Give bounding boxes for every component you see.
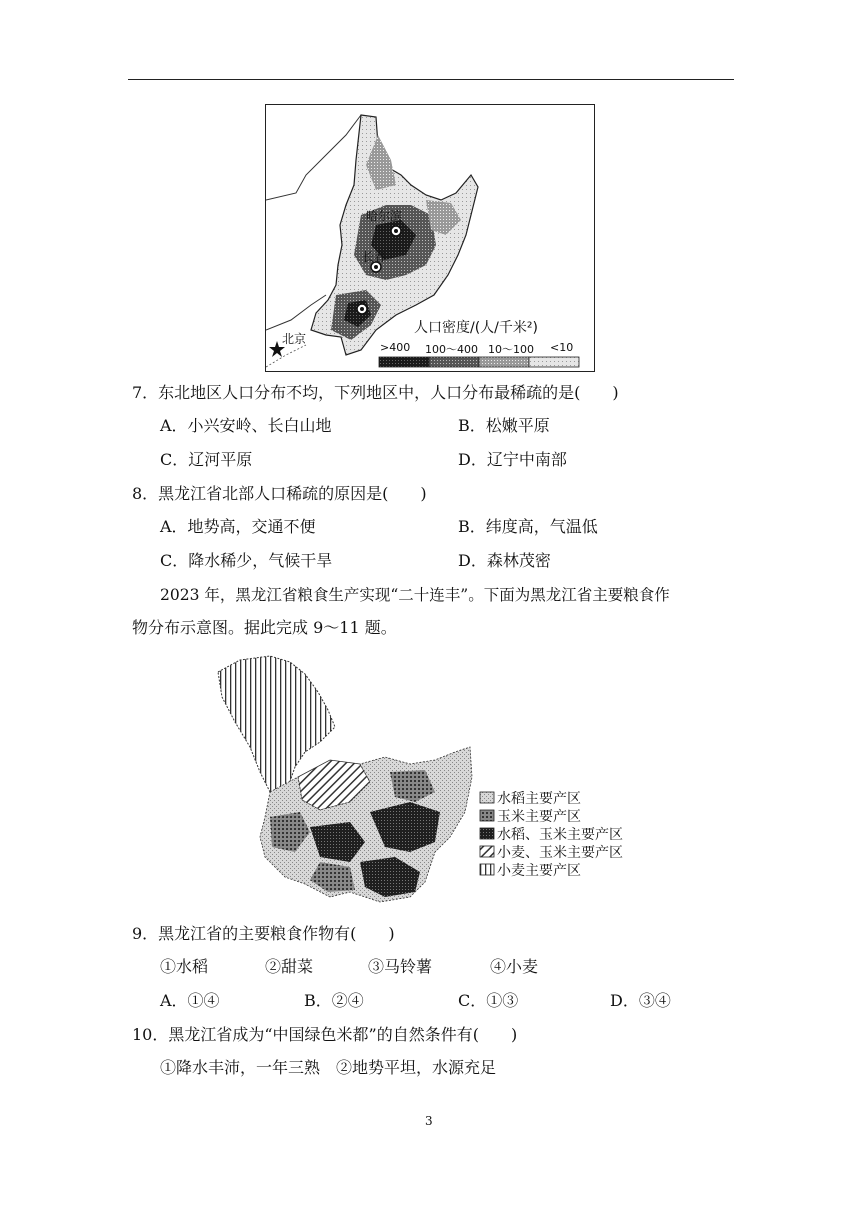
crop-legend-wheat-corn: 小麦、玉米主要产区 <box>497 845 623 861</box>
page-number: 3 <box>425 1114 433 1128</box>
q8-option-c[interactable]: C．降水稀少，气候干旱 <box>160 551 333 570</box>
crop-distribution-map <box>210 652 660 908</box>
city-label-beijing: 北京 <box>282 332 307 346</box>
q7-option-d[interactable]: D．辽宁中南部 <box>458 450 567 469</box>
q8-option-d[interactable]: D．森林茂密 <box>458 551 551 570</box>
q9-option-c[interactable]: C．①③ <box>458 991 519 1010</box>
q7-option-a[interactable]: A．小兴安岭、长白山地 <box>160 416 332 435</box>
q10-stem: 10．黑龙江省成为“中国绿色米都”的自然条件有( ) <box>132 1025 518 1044</box>
crop-legend-rice-corn: 水稻、玉米主要产区 <box>497 827 623 843</box>
legend-title: 人口密度/(人/千米²) <box>414 320 538 336</box>
q9-item-4: ④小麦 <box>490 957 539 976</box>
q8-stem: 8．黑龙江省北部人口稀疏的原因是( ) <box>132 484 427 503</box>
q7-option-b[interactable]: B．松嫩平原 <box>458 416 550 435</box>
q7-option-c[interactable]: C．辽河平原 <box>160 450 253 469</box>
legend-label-3: 10～100 <box>488 343 534 356</box>
q9-item-2: ②甜菜 <box>265 957 314 976</box>
q7-stem: 7．东北地区人口分布不均，下列地区中，人口分布最稀疏的是( ) <box>132 383 619 402</box>
legend-label-2: 100～400 <box>425 343 478 356</box>
q9-option-d[interactable]: D．③④ <box>610 991 671 1010</box>
heilongjiang-map-graphic <box>210 652 660 908</box>
q9-stem: 9．黑龙江省的主要粮食作物有( ) <box>132 924 395 943</box>
city-label-changchun: 长春 <box>362 250 387 264</box>
crop-legend-corn: 玉米主要产区 <box>497 809 581 825</box>
header-rule <box>128 79 734 80</box>
q9-option-b[interactable]: B．②④ <box>304 991 364 1010</box>
intro-line-1: 2023 年，黑龙江省粮食生产实现“二十连丰”。下面为黑龙江省主要粮食作 <box>160 586 670 604</box>
q9-item-1: ①水稻 <box>160 957 209 976</box>
intro-line-2: 物分布示意图。据此完成 9～11 题。 <box>132 618 397 637</box>
legend-label-4: <10 <box>550 341 574 354</box>
q9-item-3: ③马铃薯 <box>368 957 433 976</box>
q10-line-1: ①降水丰沛，一年三熟 ②地势平坦，水源充足 <box>160 1058 497 1077</box>
population-density-map <box>265 104 595 372</box>
crop-legend-wheat: 小麦主要产区 <box>497 863 581 879</box>
q8-option-b[interactable]: B．纬度高，气温低 <box>458 517 598 536</box>
city-label-harbin: 哈尔滨 <box>366 209 403 223</box>
q8-option-a[interactable]: A．地势高，交通不便 <box>160 517 316 536</box>
crop-legend-rice: 水稻主要产区 <box>497 791 581 807</box>
legend-label-1: >400 <box>380 341 411 354</box>
q9-option-a[interactable]: A．①④ <box>160 991 220 1010</box>
